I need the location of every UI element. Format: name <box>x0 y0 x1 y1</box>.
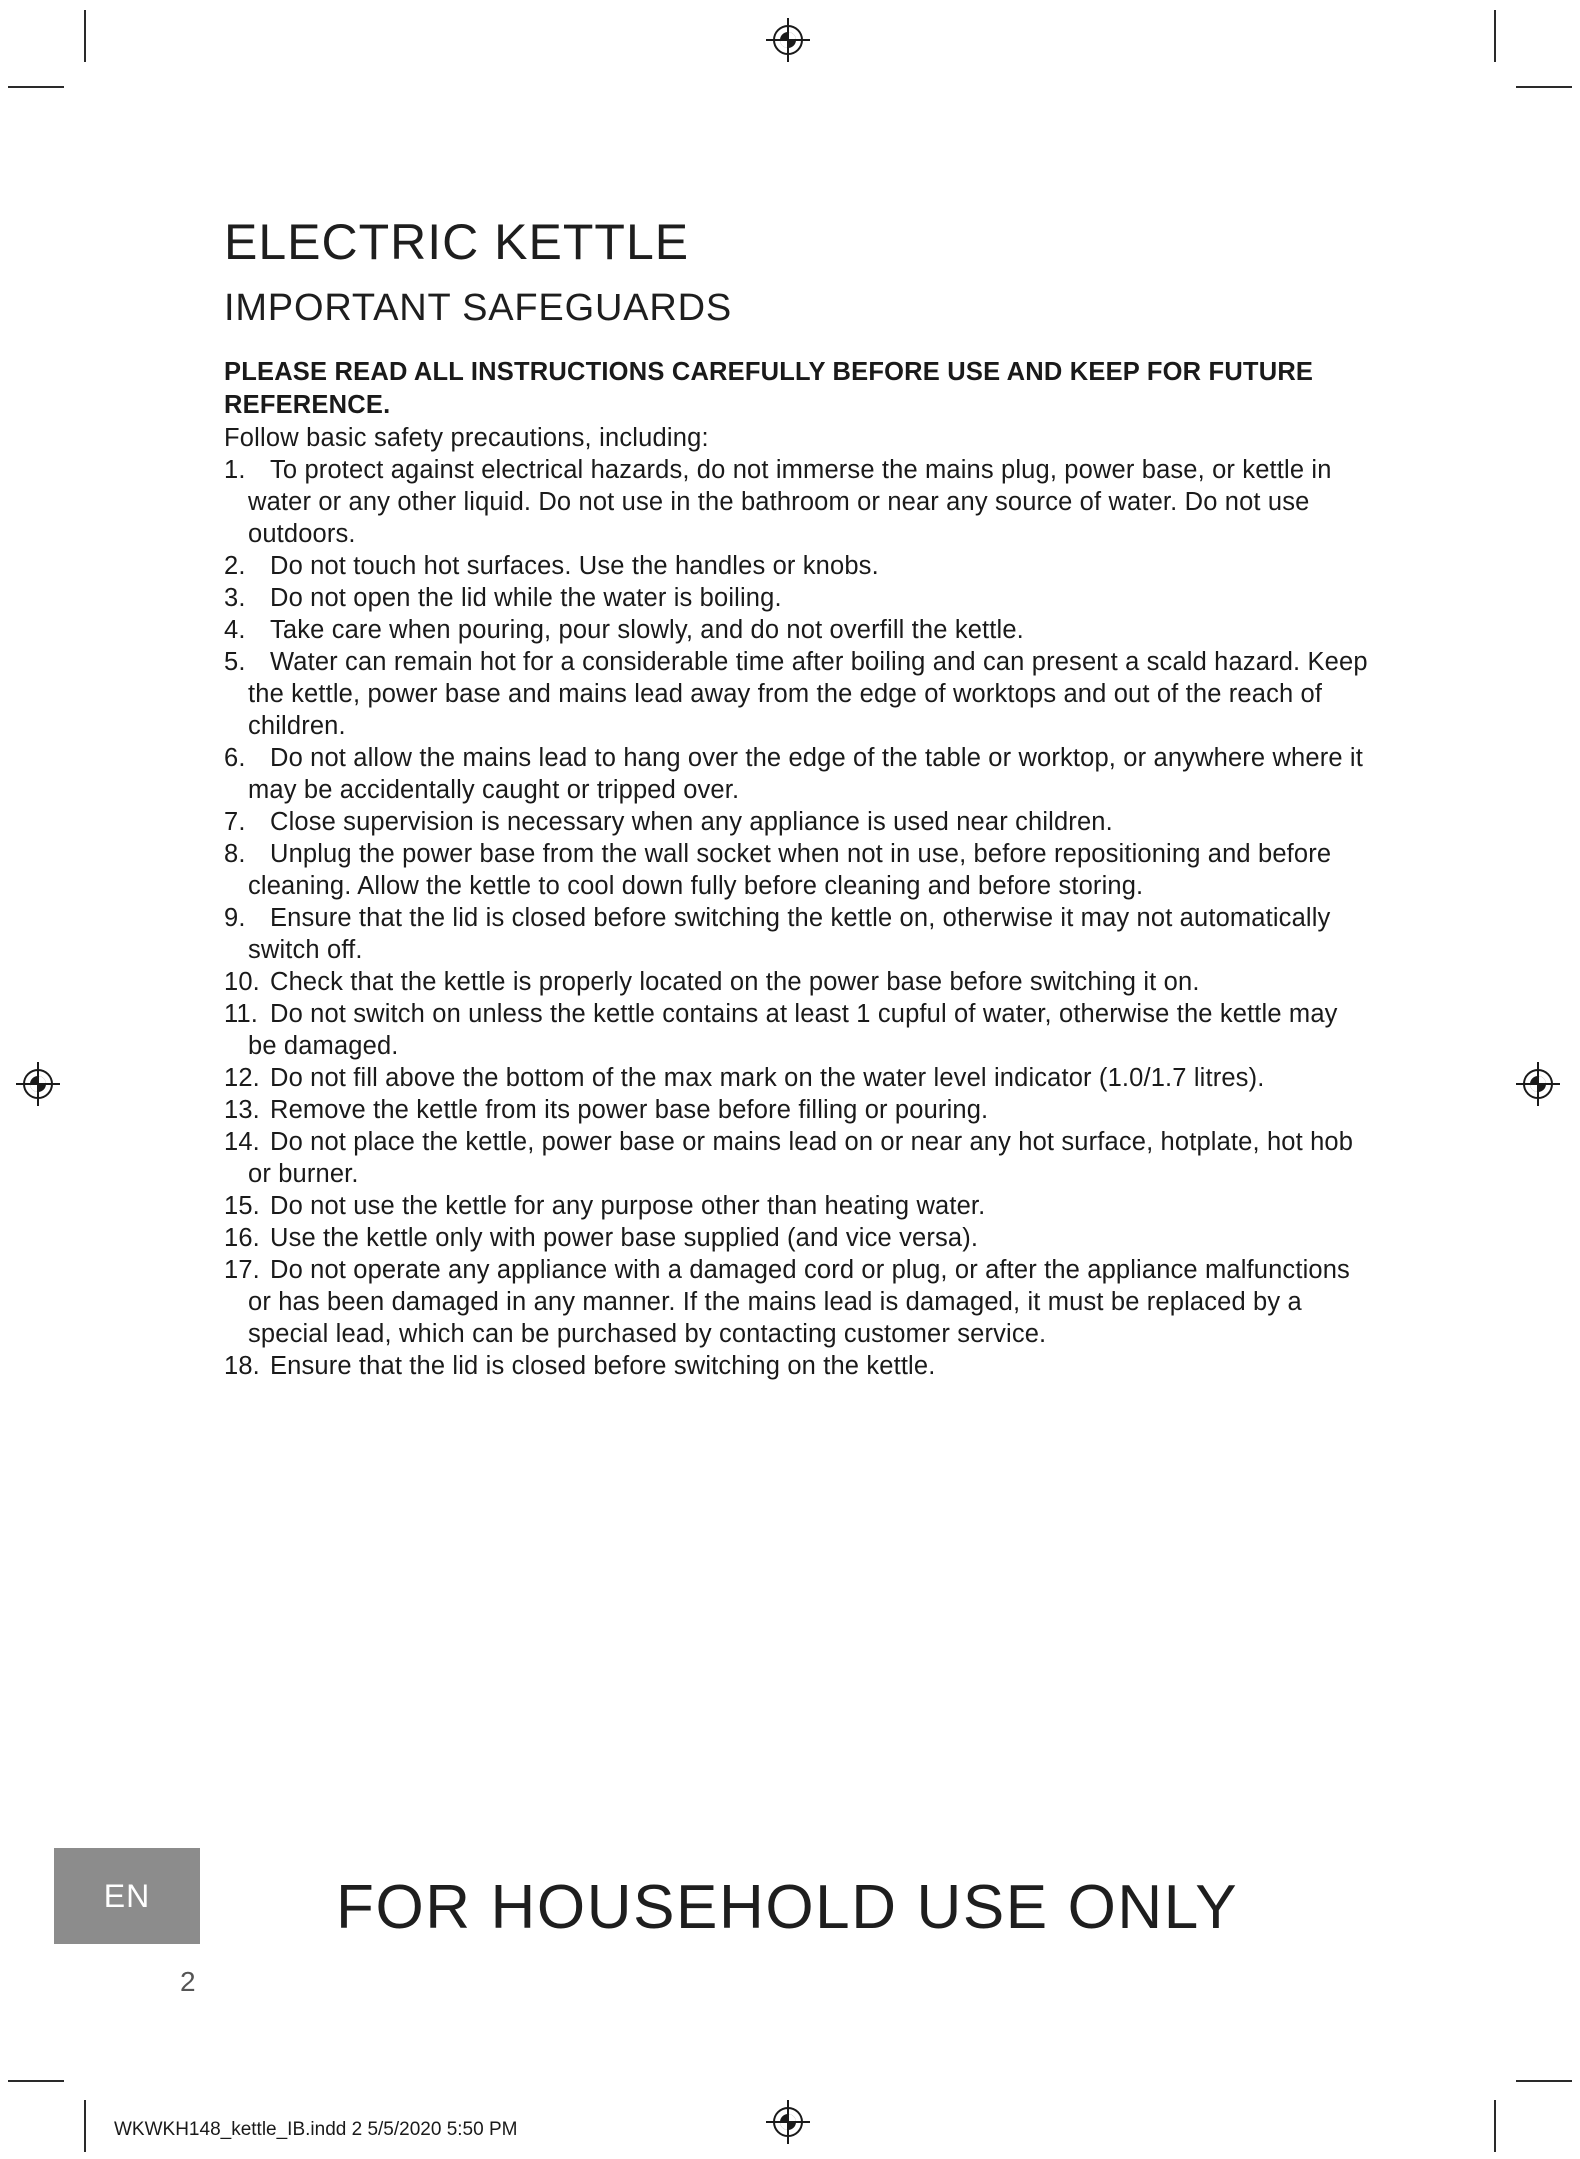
item-text: Take care when pouring, pour slowly, and do not overfill the kettle. <box>270 616 1024 644</box>
item-text: Check that the kettle is properly located on the power base before switching it on. <box>270 968 1200 996</box>
list-item <box>224 1254 1368 1350</box>
item-text: Do not fill above the bottom of the max mark on the water level indicator (1.0/1.7 litres). <box>270 1064 1265 1092</box>
item-number: 2. <box>224 552 246 580</box>
crop-mark-bottom-left-vertical <box>84 2100 86 2152</box>
list-item <box>224 1350 1368 1382</box>
item-number: 6. <box>224 744 246 772</box>
list-item <box>224 454 1368 550</box>
crop-mark-bottom-right-vertical <box>1494 2100 1496 2152</box>
item-number: 10. <box>224 968 260 996</box>
safeguards-list <box>224 454 1374 1382</box>
main-content <box>224 208 1374 1382</box>
registration-mark-left-icon <box>14 1060 62 1108</box>
item-number: 7. <box>224 808 246 836</box>
list-item <box>224 1062 1368 1094</box>
list-item <box>224 902 1368 966</box>
crop-mark-top-right-vertical <box>1494 10 1496 62</box>
read-instructions-notice: PLEASE READ ALL INSTRUCTIONS CAREFULLY BEFORE USE AND KEEP FOR FUTURE REFERENCE. <box>224 358 1314 419</box>
list-item <box>224 582 1368 614</box>
item-number: 16. <box>224 1224 260 1252</box>
item-text: To protect against electrical hazards, do not immerse the mains plug, power base, or kettle in water or any other liquid. Do not use in the bathroom or near any source of water. Do not use outdoors. <box>248 456 1332 548</box>
item-number: 17. <box>224 1256 260 1284</box>
item-text: Do not use the kettle for any purpose other than heating water. <box>270 1192 986 1220</box>
list-item <box>224 998 1368 1062</box>
item-number: 13. <box>224 1096 260 1124</box>
crop-mark-bottom-left-horizontal <box>8 2080 64 2082</box>
list-item <box>224 838 1368 902</box>
crop-mark-top-left-horizontal <box>8 86 64 88</box>
page-title: ELECTRIC KETTLE <box>224 214 690 270</box>
section-title: IMPORTANT SAFEGUARDS <box>224 287 732 329</box>
item-text: Do not allow the mains lead to hang over the edge of the table or worktop, or anywhere where it may be accidentally caught or tripped over. <box>248 744 1363 804</box>
item-number: 3. <box>224 584 246 612</box>
item-number: 11. <box>224 1000 259 1028</box>
item-number: 8. <box>224 840 246 868</box>
registration-mark-bottom-icon <box>764 2098 812 2146</box>
item-text: Remove the kettle from its power base before filling or pouring. <box>270 1096 989 1124</box>
list-item <box>224 1190 1368 1222</box>
language-code: EN <box>103 1877 151 1914</box>
item-number: 1. <box>224 456 246 484</box>
item-number: 18. <box>224 1352 260 1380</box>
registration-mark-right-icon <box>1514 1060 1562 1108</box>
item-text: Ensure that the lid is closed before switching on the kettle. <box>270 1352 936 1380</box>
item-number: 4. <box>224 616 246 644</box>
list-item <box>224 742 1368 806</box>
crop-mark-bottom-right-horizontal <box>1516 2080 1572 2082</box>
item-text: Close supervision is necessary when any appliance is used near children. <box>270 808 1113 836</box>
item-number: 12. <box>224 1064 260 1092</box>
language-tab <box>54 1848 200 1944</box>
list-item <box>224 646 1368 742</box>
list-item <box>224 1126 1368 1190</box>
list-item <box>224 806 1368 838</box>
item-text: Unplug the power base from the wall socket when not in use, before repositioning and before cleaning. Allow the kettle to cool down fully before cleaning and before storing. <box>248 840 1332 900</box>
item-text: Do not place the kettle, power base or mains lead on or near any hot surface, hotplate, hot hob or burner. <box>248 1128 1354 1188</box>
list-item <box>224 614 1368 646</box>
item-text: Do not open the lid while the water is boiling. <box>270 584 782 612</box>
item-number: 9. <box>224 904 246 932</box>
item-text: Do not switch on unless the kettle contains at least 1 cupful of water, otherwise the kettle may be damaged. <box>248 1000 1338 1060</box>
item-text: Water can remain hot for a considerable time after boiling and can present a scald hazard. Keep the kettle, power base and mains lead away from the edge of worktops and out of the reach of children. <box>248 648 1368 740</box>
item-number: 5. <box>224 648 246 676</box>
item-text: Ensure that the lid is closed before switching the kettle on, otherwise it may not automatically switch off. <box>248 904 1331 964</box>
item-text: Do not operate any appliance with a damaged cord or plug, or after the appliance malfunctions or has been damaged in any manner. If the mains lead is damaged, it must be replaced by a special lead, which can be purchased by contacting customer service. <box>248 1256 1350 1348</box>
print-slug: WKWKH148_kettle_IB.indd 2 5/5/2020 5:50 PM <box>114 2119 518 2140</box>
household-use-banner: FOR HOUSEHOLD USE ONLY <box>336 1873 1239 1942</box>
crop-mark-top-right-horizontal <box>1516 86 1572 88</box>
item-text: Use the kettle only with power base supplied (and vice versa). <box>270 1224 979 1252</box>
item-number: 14. <box>224 1128 260 1156</box>
list-item <box>224 1222 1368 1254</box>
list-item <box>224 1094 1368 1126</box>
registration-mark-top-icon <box>764 16 812 64</box>
page-number: 2 <box>180 1966 196 1997</box>
intro-text: Follow basic safety precautions, including: <box>224 424 709 452</box>
crop-mark-top-left-vertical <box>84 10 86 62</box>
list-item <box>224 550 1368 582</box>
item-number: 15. <box>224 1192 260 1220</box>
item-text: Do not touch hot surfaces. Use the handles or knobs. <box>270 552 879 580</box>
list-item <box>224 966 1368 998</box>
